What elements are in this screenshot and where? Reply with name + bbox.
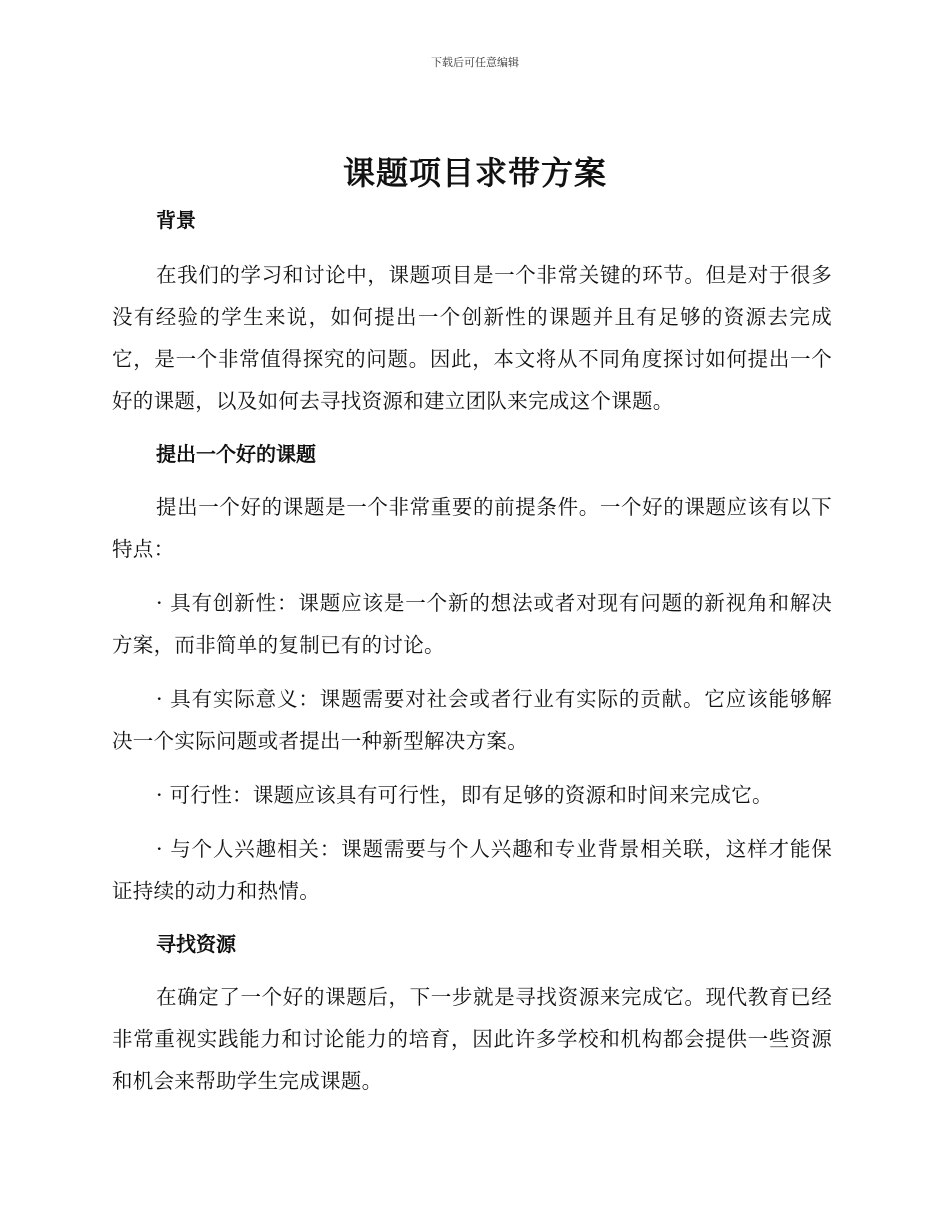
header-note: 下载后可任意编辑	[431, 56, 519, 69]
bullet-innovation: · 具有创新性：课题应该是一个新的想法或者对现有问题的新视角和解决方案，而非简单的复制已有的讨论。	[112, 591, 832, 657]
section-heading-background: 背景	[156, 208, 196, 232]
background-paragraph: 在我们的学习和讨论中，课题项目是一个非常关键的环节。但是对于很多没有经验的学生来说，如何提出一个创新性的课题并且有足够的资源去完成它，是一个非常值得探究的问题。因此，本文将从不同角度探讨如何提出一个好的课题，以及如何去寻找资源和建立团队来完成这个课题。	[112, 263, 832, 413]
good-topic-intro: 提出一个好的课题是一个非常重要的前提条件。一个好的课题应该有以下特点：	[112, 495, 832, 561]
section-heading-find-resources: 寻找资源	[156, 932, 236, 956]
document-body	[112, 200, 832, 1102]
document-title: 课题项目求带方案	[342, 154, 607, 192]
section-heading-good-topic: 提出一个好的课题	[156, 442, 316, 466]
find-resources-paragraph: 在确定了一个好的课题后，下一步就是寻找资源来完成它。现代教育已经非常重视实践能力和讨论能力的培育，因此许多学校和机构都会提供一些资源和机会来帮助学生完成课题。	[112, 985, 832, 1093]
bullet-practical-significance: · 具有实际意义：课题需要对社会或者行业有实际的贡献。它应该能够解决一个实际问题或者提出一种新型解决方案。	[112, 687, 832, 753]
bullet-personal-interest: · 与个人兴趣相关：课题需要与个人兴趣和专业背景相关联，这样才能保证持续的动力和热情。	[112, 837, 832, 903]
bullet-feasibility: · 可行性：课题应该具有可行性，即有足够的资源和时间来完成它。	[156, 783, 773, 807]
